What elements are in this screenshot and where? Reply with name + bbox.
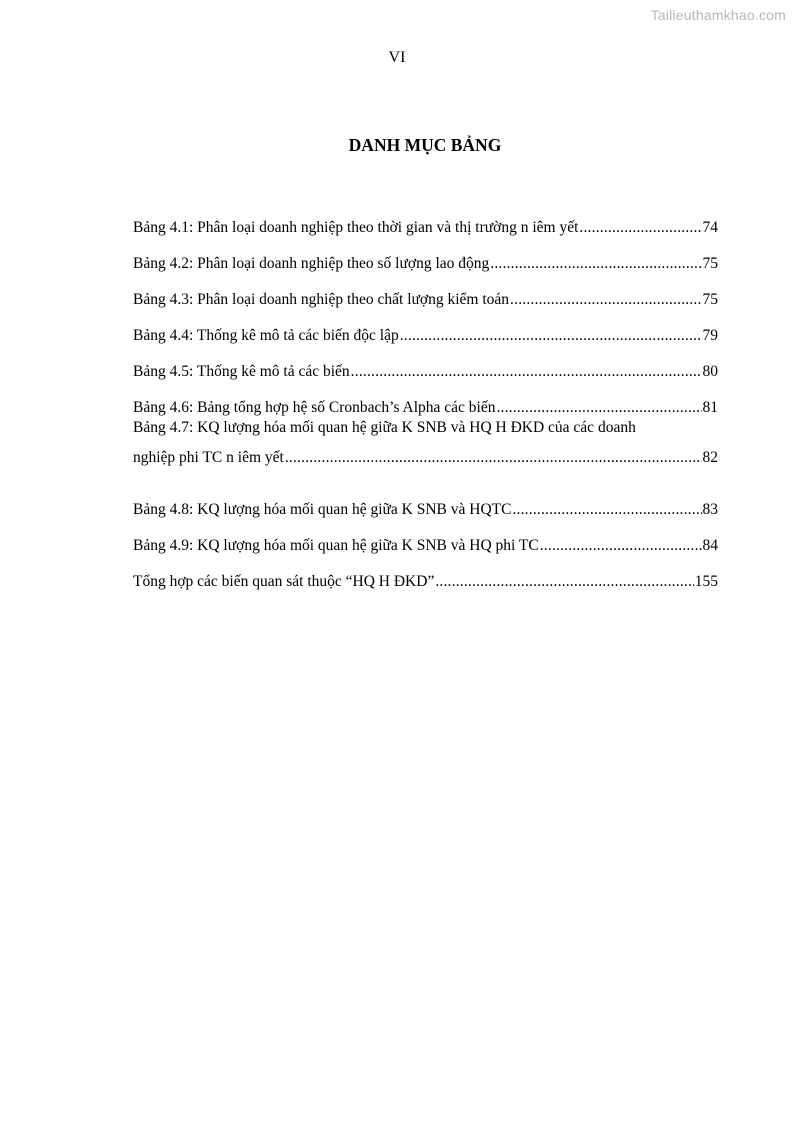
dot-leader — [496, 398, 701, 418]
page-number: VI — [388, 49, 406, 66]
toc-entry-4-5[interactable] — [133, 346, 718, 382]
toc-entry-text: Bảng 4.7: KQ lượng hóa mối quan hệ giữa K SNB và HQ H ĐKD của các doanh — [133, 419, 636, 436]
toc-entry-summary[interactable] — [133, 556, 718, 592]
toc-entry-page: 81 — [702, 399, 718, 416]
dot-leader — [540, 536, 702, 556]
toc-entry-text: Bảng 4.8: KQ lượng hóa mối quan hệ giữa K SNB và HQTC — [133, 501, 512, 518]
table-list — [133, 202, 718, 592]
toc-entry-4-8[interactable] — [133, 484, 718, 520]
page-title: DANH MỤC BẢNG — [348, 135, 502, 155]
toc-entry-text: Tổng hợp các biến quan sát thuộc “HQ H ĐKD” — [133, 573, 435, 590]
toc-entry-text-continued: nghiệp phi TC n iêm yết — [133, 449, 284, 466]
toc-entry-page: 80 — [702, 363, 718, 380]
toc-entry-4-1[interactable] — [133, 202, 718, 238]
toc-entry-page: 155 — [694, 573, 718, 590]
toc-entry-text: Bảng 4.9: KQ lượng hóa mối quan hệ giữa K SNB và HQ phi TC — [133, 537, 539, 554]
dot-leader — [490, 254, 701, 274]
toc-entry-page: 75 — [702, 291, 718, 308]
toc-entry-4-4[interactable] — [133, 310, 718, 346]
toc-entry-page: 79 — [702, 327, 718, 344]
toc-entry-4-6[interactable] — [133, 382, 718, 418]
dot-leader — [579, 218, 701, 238]
toc-entry-text: Bảng 4.1: Phân loại doanh nghiệp theo thời gian và thị trường n iêm yết — [133, 219, 579, 236]
dot-leader — [435, 572, 693, 592]
dot-leader — [512, 500, 701, 520]
toc-entry-text: Bảng 4.5: Thống kê mô tả các biến — [133, 363, 350, 380]
toc-entry-text: Bảng 4.4: Thống kê mô tả các biến độc lập — [133, 327, 399, 344]
toc-entry-page: 75 — [702, 255, 718, 272]
watermark: Tailieuthamkhao.com — [650, 7, 786, 23]
toc-entry-page: 84 — [702, 537, 718, 554]
toc-entry-page: 83 — [702, 501, 718, 518]
dot-leader — [510, 290, 701, 310]
dot-leader — [351, 362, 702, 382]
toc-entry-4-3[interactable] — [133, 274, 718, 310]
toc-entry-text: Bảng 4.2: Phân loại doanh nghiệp theo số lượng lao động — [133, 255, 490, 272]
toc-entry-4-7[interactable] — [133, 418, 718, 484]
toc-entry-text: Bảng 4.3: Phân loại doanh nghiệp theo chất lượng kiểm toán — [133, 291, 510, 308]
toc-entry-4-9[interactable] — [133, 520, 718, 556]
toc-entry-text: Bảng 4.6: Bảng tổng hợp hệ số Cronbach’s Alpha các biến — [133, 399, 496, 416]
toc-entry-4-2[interactable] — [133, 238, 718, 274]
dot-leader — [400, 326, 702, 346]
toc-entry-page: 82 — [702, 449, 718, 466]
toc-entry-page: 74 — [702, 219, 718, 236]
dot-leader — [285, 448, 702, 468]
